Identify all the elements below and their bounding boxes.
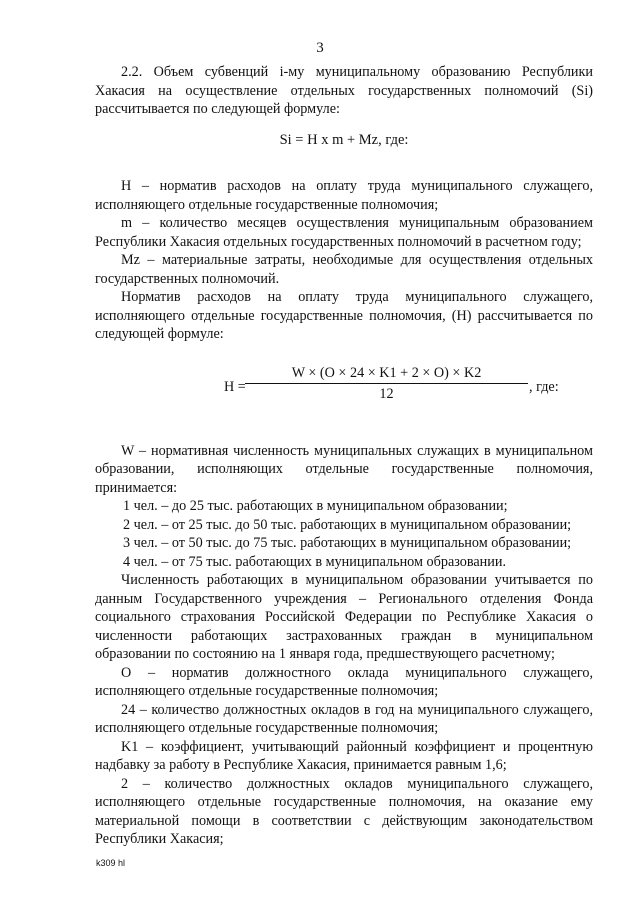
definition-mz: Mz – материальные затраты, необходимые для осуществления отдельных государственных полномочий. — [95, 252, 593, 287]
formula-h — [95, 364, 593, 416]
list-item: 3 чел. – от 50 тыс. до 75 тыс. работающих в муниципальном образовании; — [123, 535, 572, 551]
formula-si: Si = H x m + Mz, где: — [279, 131, 409, 148]
paragraph-2-2: 2.2. Объем субвенций i-му муниципальному образованию Республики Хакасия на осуществление отдельных государственных полномочий (Si) рассчитывается по следующей формуле: — [95, 64, 593, 117]
formula-h-numerator: W × (O × 24 × K1 + 2 × O) × K2 — [245, 364, 528, 385]
page-number: 3 — [316, 40, 324, 56]
definition-h: H – норматив расходов на оплату труда муниципального служащего, исполняющего отдельные государственные полномочия; — [95, 178, 593, 213]
paragraph-headcount: Численность работающих в муниципальном образовании учитывается по данным Государственного учреждения – Регионального отделения Фонда социального страхования Российской Федерации по Республике Хакасия о численности работающих застрахованных граждан в муниципальном образовании по состоянию на 1 января года, предшествующего расчетному; — [95, 572, 593, 662]
definition-24: 24 – количество должностных окладов в год на муниципального служащего, исполняющего отдельные государственные полномочия; — [95, 701, 593, 736]
definition-o: O – норматив должностного оклада муниципального служащего, исполняющего отдельные государственные полномочия; — [95, 664, 593, 699]
document-body — [95, 63, 593, 849]
footer-code: k309 hl — [96, 858, 126, 868]
definition-w: W – нормативная численность муниципальных служащих в муниципальном образовании, исполняющих отдельные государственные полномочия, принимается: — [95, 442, 593, 496]
list-item: 2 чел. – от 25 тыс. до 50 тыс. работающих в муниципальном образовании; — [123, 516, 572, 533]
definition-k1: K1 – коэффициент, учитывающий районный коэффициент и процентную надбавку за работу в Республике Хакасия, принимается равным 1,6; — [95, 738, 593, 773]
formula-h-lhs: H = — [224, 378, 246, 395]
formula-h-tail: , где: — [529, 378, 559, 395]
formula-h-denominator: 12 — [379, 385, 394, 402]
definition-2: 2 – количество должностных окладов муниципального служащего, исполняющего отдельные государственные полномочия, на оказание ему материальной помощи в соответствии с действующим законодательством Республики Хакасия; — [95, 775, 593, 847]
list-item: 4 чел. – от 75 тыс. работающих в муниципальном образовании. — [123, 553, 506, 570]
definition-m: m – количество месяцев осуществления муниципальным образованием Республики Хакасия отдельных государственных полномочий в расчетном году; — [95, 215, 593, 250]
paragraph-h-norm: Норматив расходов на оплату труда муниципального служащего, исполняющего отдельные государственные полномочия, (H) рассчитывается по следующей формуле: — [95, 289, 593, 342]
list-item: 1 чел. – до 25 тыс. работающих в муниципальном образовании; — [123, 498, 508, 514]
